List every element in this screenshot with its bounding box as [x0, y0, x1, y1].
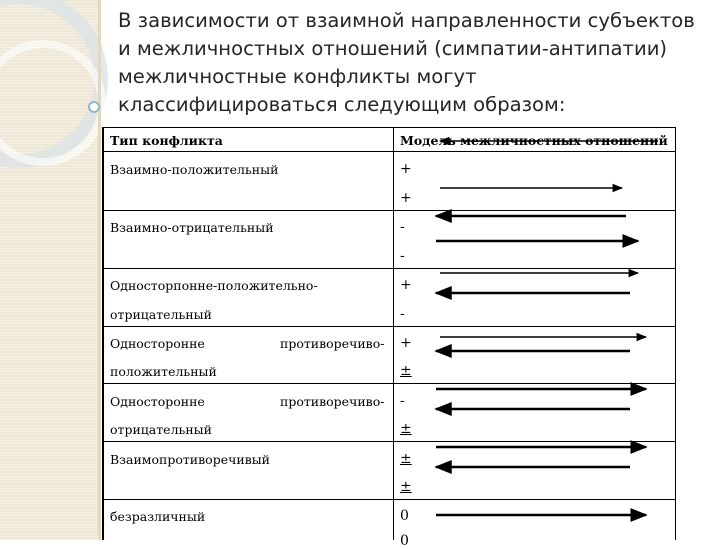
row-type: Взаимно-отрицательный [110, 220, 274, 235]
row-sym: + [400, 190, 412, 206]
row-type: безразличный [110, 509, 206, 524]
row-sym: - [400, 248, 405, 264]
row-sym: 0 [400, 508, 409, 524]
row-sym: - [400, 393, 405, 409]
row-sym: + [400, 161, 412, 177]
header-model: Модель межличностных отношений [400, 133, 668, 148]
row-sym: ± [400, 479, 412, 495]
row-sym: - [400, 306, 405, 322]
slide-title: В зависимости от взаимной направленности субъектов и межличностных отношений (симпатии-антипатии) межличностные конфликты могут классифицироваться следующим образом: [118, 9, 695, 116]
row-sym: + [400, 277, 412, 293]
row-sym: + [400, 335, 412, 351]
row-sym: ± [400, 363, 412, 379]
relation-arrows [102, 127, 677, 549]
row-type: отрицательный [110, 422, 212, 437]
row-type: противоречиво- [280, 336, 385, 351]
conflict-table [102, 127, 677, 549]
row-type: Односторпонне-положительно- [110, 278, 318, 293]
row-sym: - [400, 219, 405, 235]
row-sym: 0 [400, 533, 409, 549]
row-sym: ± [400, 451, 412, 467]
bullet-icon [88, 101, 100, 113]
row-type: Взаимопротиворечивый [110, 452, 271, 467]
row-type: противоречиво- [280, 394, 385, 409]
row-type: положительный [110, 364, 217, 379]
header-type: Тип конфликта [110, 133, 223, 148]
row-type: Односторонне [110, 394, 205, 409]
row-type: отрицательный [110, 307, 212, 322]
strip-edge [98, 0, 101, 540]
decorative-left-strip [0, 0, 101, 540]
row-type: Односторонне [110, 336, 205, 351]
row-type: Взаимно-положительный [110, 162, 279, 177]
row-sym: ± [400, 421, 412, 437]
